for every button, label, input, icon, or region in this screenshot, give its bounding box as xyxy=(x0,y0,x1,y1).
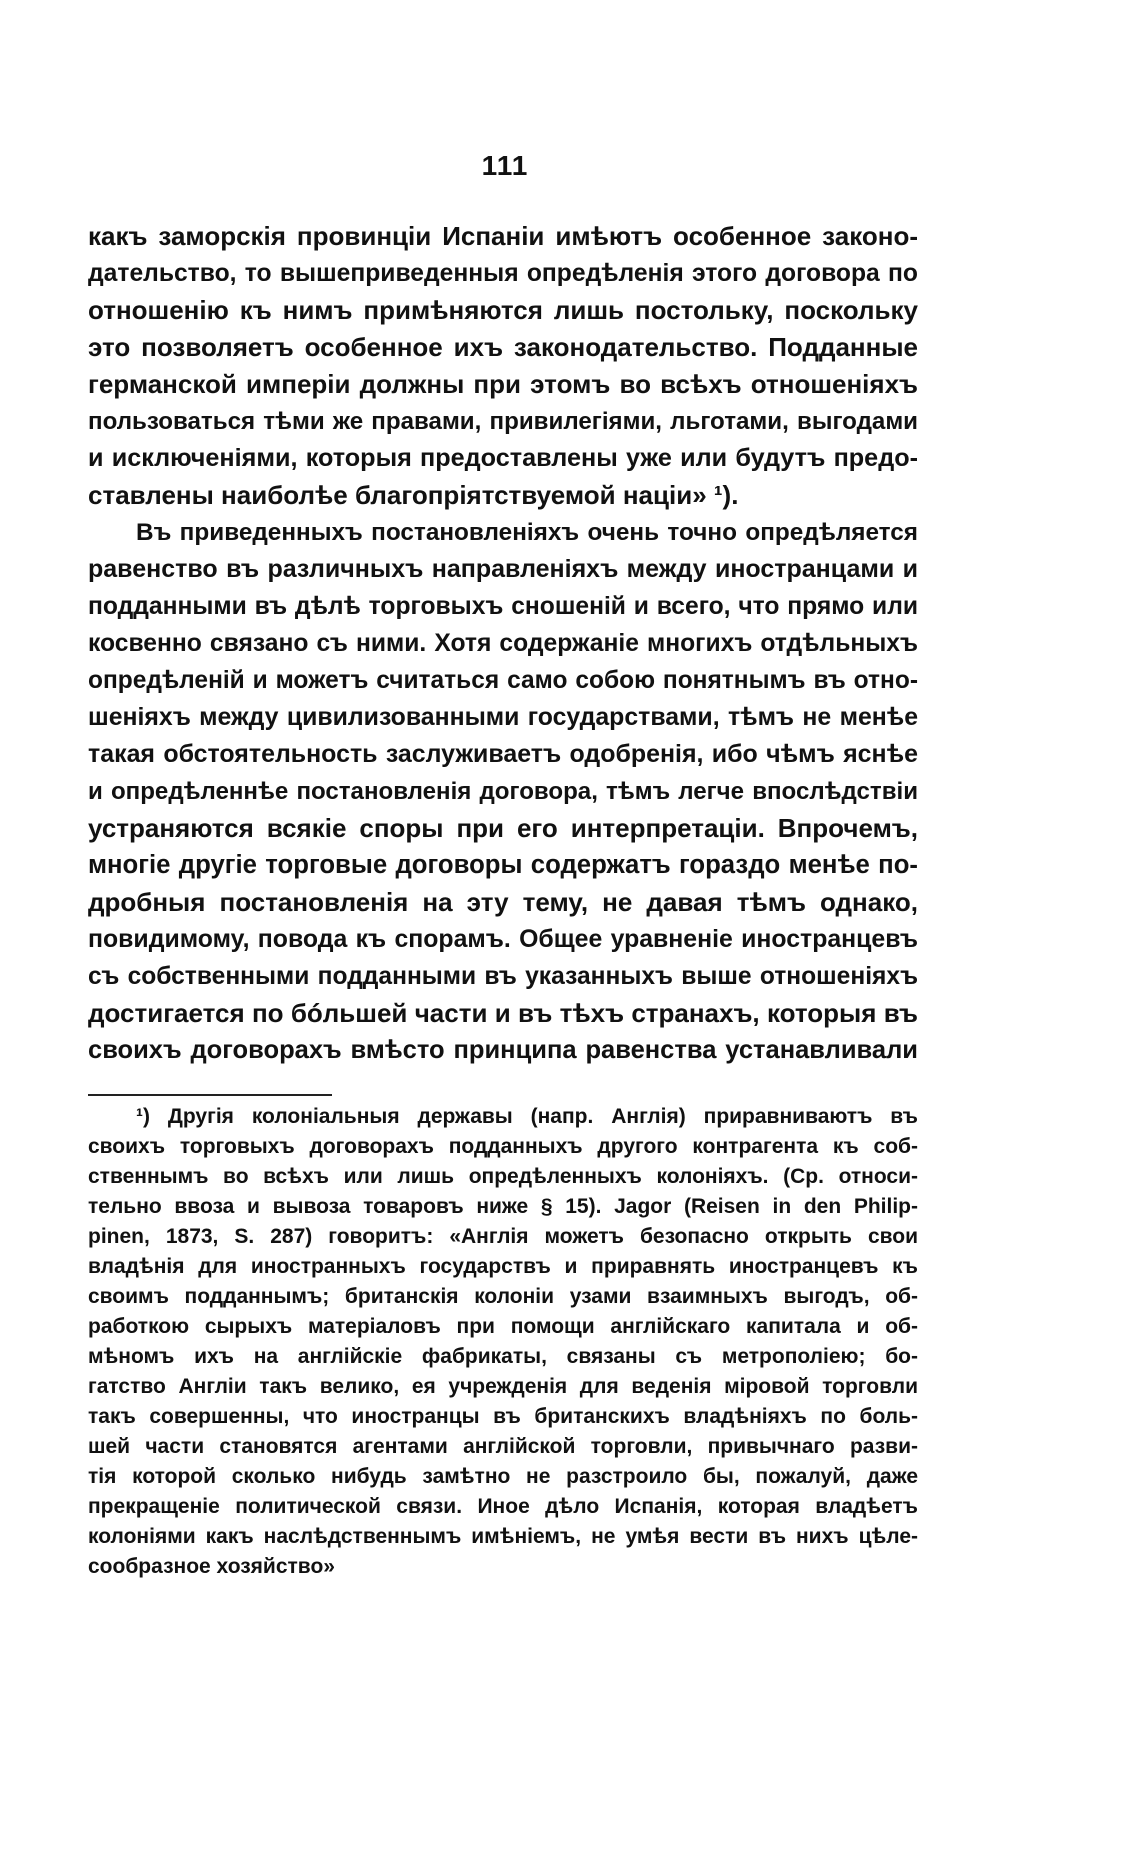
text-line: своихъ договорахъ вмѣсто принципа равенства устанавливали xyxy=(88,1036,918,1064)
text-line: повидимому, повода къ спорамъ. Общее уравненіе иностранцевъ xyxy=(88,926,918,953)
text-line: какъ заморскія провинціи Испаніи имѣютъ особенное законо- xyxy=(88,221,918,251)
footnote-line: работкою сырыхъ матеріаловъ при помощи англійскаго капитала и об- xyxy=(88,1315,918,1338)
text-line: съ собственными подданными въ указанныхъ выше отношеніяхъ xyxy=(88,963,918,990)
footnote-line: владѣнія для иностранныхъ государствъ и приравнять иностранцевъ къ xyxy=(88,1255,918,1278)
footnote-line: ¹) Другія колоніальныя державы (напр. Англія) приравниваютъ въ xyxy=(136,1105,918,1128)
text-line: отношенію къ нимъ примѣняются лишь постольку, поскольку xyxy=(88,295,918,325)
text-line: и исключеніями, которыя предоставлены уже или будутъ предо- xyxy=(88,444,918,472)
text-line: косвенно связано съ ними. Хотя содержаніе многихъ отдѣльныхъ xyxy=(88,630,918,657)
footnote-line: гатство Англіи такъ велико, ея учрежденія для веденія міровой торговли xyxy=(88,1375,918,1398)
text-line: дробныя постановленія на эту тему, не давая тѣмъ однако, xyxy=(88,887,918,917)
text-line: ставлены наиболѣе благопріятствуемой націи» ¹). xyxy=(88,480,739,510)
footnote xyxy=(88,1102,918,1582)
footnote-line: колоніями какъ наслѣдственнымъ имѣніемъ, не умѣя вести въ нихъ цѣле- xyxy=(88,1525,918,1548)
footnote-line: тія которой сколько нибудь замѣтно не разстроило бы, пожалуй, даже xyxy=(88,1465,918,1488)
text-line: шеніяхъ между цивилизованными государствами, тѣмъ не менѣе xyxy=(88,704,918,731)
footnote-line: тельно ввоза и вывоза товаровъ ниже § 15). Jagor (Reisen in den Philip- xyxy=(88,1195,918,1218)
text-line: пользоваться тѣми же правами, привилегіями, льготами, выгодами xyxy=(88,408,918,435)
footnote-line: pinen, 1873, S. 287) говоритъ: «Англія можетъ безопасно открыть свои xyxy=(88,1225,918,1248)
footnote-line: своимъ подданнымъ; британскія колоніи узами взаимныхъ выгодъ, об- xyxy=(88,1285,918,1308)
footnote-line: мѣномъ ихъ на англійскіе фабрикаты, связаны съ метрополіею; бо- xyxy=(88,1345,918,1368)
page-number: 111 xyxy=(481,150,529,181)
footnote-line: ственнымъ во всѣхъ или лишь опредѣленныхъ колоніяхъ. (Ср. относи- xyxy=(88,1165,918,1188)
footnote-line: шей части становятся агентами англійской торговли, привычнаго разви- xyxy=(88,1435,918,1458)
text-line: достигается по бóльшей части и въ тѣхъ странахъ, которыя въ xyxy=(88,998,918,1028)
text-line: это позволяетъ особенное ихъ законодательство. Подданные xyxy=(88,332,918,362)
text-line: многіе другіе торговые договоры содержатъ гораздо менѣе по- xyxy=(88,851,918,879)
text-line: устраняются всякіе споры при его интерпретаціи. Впрочемъ, xyxy=(88,813,918,843)
text-line: германской имперіи должны при этомъ во всѣхъ отношеніяхъ xyxy=(88,369,918,399)
text-line: подданными въ дѣлѣ торговыхъ сношеній и всего, что прямо или xyxy=(88,593,918,620)
text-line: такая обстоятельность заслуживаетъ одобренія, ибо чѣмъ яснѣе xyxy=(88,740,918,768)
footnote-divider xyxy=(88,1094,332,1096)
text-line: опредѣленій и можетъ считаться само собою понятнымъ въ отно- xyxy=(88,667,918,694)
text-line: и опредѣленнѣе постановленія договора, тѣмъ легче впослѣдствіи xyxy=(88,778,918,805)
text-line: равенство въ различныхъ направленіяхъ между иностранцами и xyxy=(88,555,918,583)
footnote-line: такъ совершенны, что иностранцы въ британскихъ владѣніяхъ по боль- xyxy=(88,1405,918,1428)
text-line: дательство, то вышеприведенныя опредѣленія этого договора по xyxy=(88,260,918,287)
footnote-line: своихъ торговыхъ договорахъ подданныхъ другого контрагента къ соб- xyxy=(88,1135,918,1158)
footnote-line: сообразное хозяйство» xyxy=(88,1555,335,1578)
main-text xyxy=(88,218,918,1069)
text-line: Въ приведенныхъ постановленіяхъ очень точно опредѣляется xyxy=(136,519,918,546)
footnote-line: прекращеніе политической связи. Иное дѣло Испанія, которая владѣетъ xyxy=(88,1495,918,1518)
